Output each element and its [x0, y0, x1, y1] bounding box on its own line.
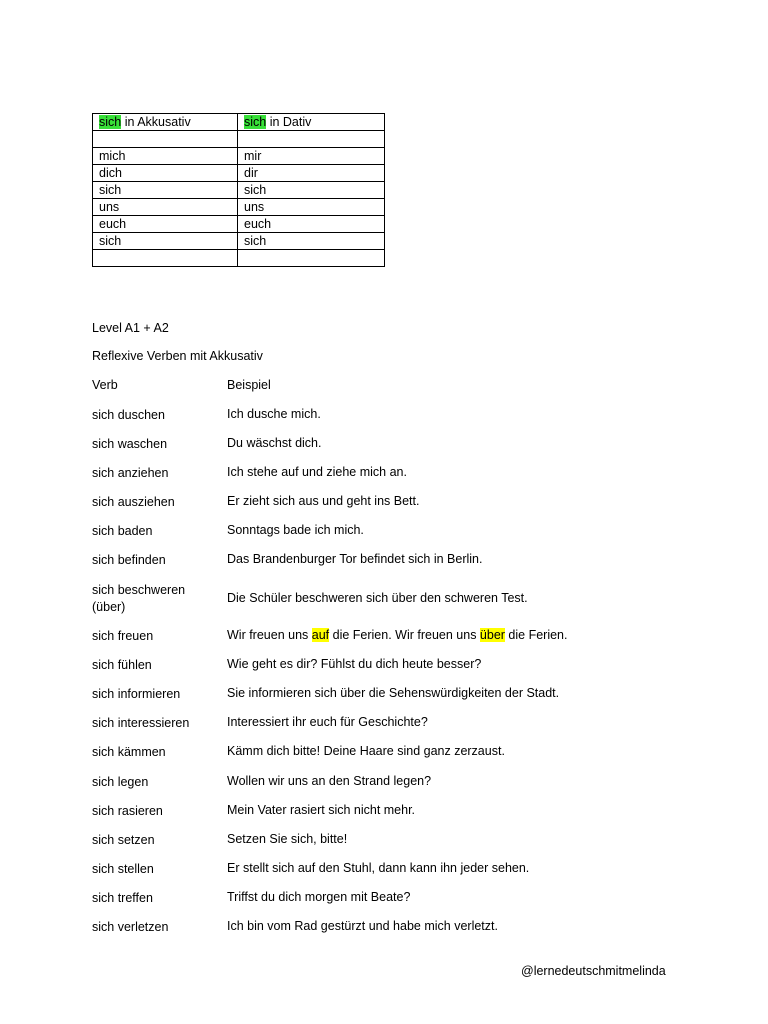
table-row	[93, 131, 385, 148]
cell-dativ	[238, 250, 385, 267]
cell-akkusativ: euch	[93, 216, 238, 233]
cell-dativ: uns	[238, 199, 385, 216]
example-sentence: Setzen Sie sich, bitte!	[227, 832, 348, 846]
cell-akkusativ: uns	[93, 199, 238, 216]
table-row	[93, 148, 385, 165]
highlight-sich: sich	[99, 115, 122, 129]
cell-akkusativ	[93, 131, 238, 148]
example-sentence: Ich bin vom Rad gestürzt und habe mich verletzt.	[227, 919, 498, 933]
highlight-ueber: über	[479, 628, 505, 642]
header-akkusativ: sich in Akkusativ	[93, 114, 238, 131]
author-handle: @lernedeutschmitmelinda	[521, 964, 666, 978]
verb-label: sich setzen	[92, 833, 155, 847]
cell-akkusativ: dich	[93, 165, 238, 182]
verb-label: sich kämmen	[92, 745, 166, 759]
highlight-sich: sich	[244, 115, 267, 129]
table-row	[93, 182, 385, 199]
cell-dativ	[238, 131, 385, 148]
verb-label: sich waschen	[92, 437, 168, 451]
column-header-example: Beispiel	[227, 378, 271, 392]
verb-label: sich ausziehen	[92, 495, 175, 509]
table-header-row	[93, 114, 385, 131]
column-header-verb: Verb	[92, 378, 118, 392]
cell-dativ: dir	[238, 165, 385, 182]
verb-label: sich beschweren (über)	[92, 583, 186, 614]
verb-label: sich duschen	[92, 408, 165, 422]
table-row	[93, 199, 385, 216]
cell-dativ: sich	[238, 182, 385, 199]
verb-label: sich freuen	[92, 629, 154, 643]
verb-label: sich stellen	[92, 862, 154, 876]
example-sentence: Triffst du dich morgen mit Beate?	[227, 890, 411, 904]
verb-label: sich fühlen	[92, 658, 152, 672]
example-sentence: Er stellt sich auf den Stuhl, dann kann ihn jeder sehen.	[227, 861, 530, 875]
highlight-auf: auf	[311, 628, 330, 642]
example-sentence: Du wäschst dich.	[227, 436, 322, 450]
verb-label: sich informieren	[92, 687, 181, 701]
table-row	[93, 233, 385, 250]
cell-dativ: euch	[238, 216, 385, 233]
example-sentence: Sie informieren sich über die Sehenswürdigkeiten der Stadt.	[227, 686, 560, 700]
verb-label: sich befinden	[92, 553, 166, 567]
example-sentence: Wir freuen uns auf die Ferien. Wir freuen uns über die Ferien.	[227, 628, 568, 642]
verb-label: sich anziehen	[92, 466, 169, 480]
cell-akkusativ: mich	[93, 148, 238, 165]
level-heading: Level A1 + A2	[92, 321, 169, 335]
example-sentence: Wie geht es dir? Fühlst du dich heute besser?	[227, 657, 482, 671]
example-sentence: Mein Vater rasiert sich nicht mehr.	[227, 803, 416, 817]
verb-label: sich baden	[92, 524, 153, 538]
verb-label: sich verletzen	[92, 920, 169, 934]
example-sentence: Wollen wir uns an den Strand legen?	[227, 774, 432, 788]
verb-label: sich treffen	[92, 891, 153, 905]
example-sentence: Kämm dich bitte! Deine Haare sind ganz zerzaust.	[227, 744, 505, 758]
reflexive-pronoun-table	[92, 113, 385, 267]
cell-akkusativ: sich	[93, 182, 238, 199]
cell-akkusativ	[93, 250, 238, 267]
table-row	[93, 216, 385, 233]
cell-akkusativ: sich	[93, 233, 238, 250]
verb-label: sich legen	[92, 775, 149, 789]
verb-label: sich interessieren	[92, 716, 190, 730]
table-row	[93, 250, 385, 267]
header-dativ: sich in Dativ	[238, 114, 385, 131]
cell-dativ: sich	[238, 233, 385, 250]
table-row	[93, 165, 385, 182]
verb-label: sich rasieren	[92, 804, 163, 818]
section-title: Reflexive Verben mit Akkusativ	[92, 349, 263, 363]
example-sentence: Ich dusche mich.	[227, 407, 321, 421]
example-sentence: Das Brandenburger Tor befindet sich in Berlin.	[227, 552, 483, 566]
example-sentence: Er zieht sich aus und geht ins Bett.	[227, 494, 420, 508]
cell-dativ: mir	[238, 148, 385, 165]
example-sentence: Die Schüler beschweren sich über den schweren Test.	[227, 591, 528, 605]
example-sentence: Interessiert ihr euch für Geschichte?	[227, 715, 428, 729]
example-sentence: Ich stehe auf und ziehe mich an.	[227, 465, 407, 479]
example-sentence: Sonntags bade ich mich.	[227, 523, 364, 537]
